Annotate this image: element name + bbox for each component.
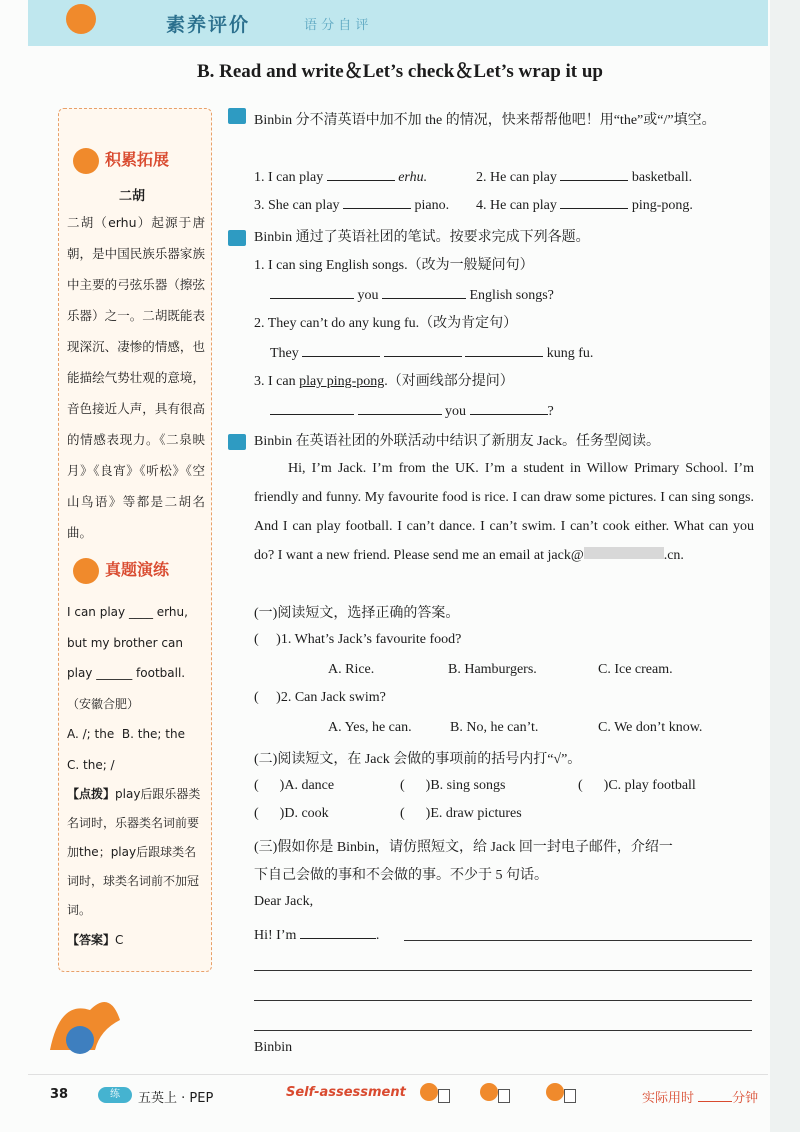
answer-blank[interactable] [384,342,462,357]
answer-blank[interactable] [382,284,466,299]
check-option-b: ( )B. sing songs [400,778,506,793]
header-subtitle: 语 分 自 评 [304,18,369,33]
quiz-source: （安徽合肥） [67,696,140,711]
mc2-option-b: B. No, he can’t. [450,720,539,735]
mc2-option-a: A. Yes, he can. [328,720,412,735]
question-marker-icon [228,230,246,246]
check-option-c: ( )C. play football [578,778,696,793]
answer-blank[interactable] [270,400,354,415]
answer-blank[interactable] [302,342,380,357]
sidebar-quiz [67,597,207,956]
quiz-line: I can play ____ erhu, [67,605,188,619]
quiz-line: play ______ football. [67,666,186,680]
badge-practice: 真题演练 [73,557,169,584]
page-footer [28,1074,768,1105]
letter-greeting: Dear Jack, [254,894,314,909]
answer-blank[interactable] [270,284,354,299]
mc2-question: ( )2. Can Jack swim? [254,690,386,705]
self-assessment-label: Self-assessment [286,1085,406,1100]
practice-pill: 练 [98,1087,132,1103]
page-number: 38 [50,1087,69,1102]
q3-instruction: Binbin 在英语社团的外联活动中结识了新朋友 Jack。任务型阅读。 [228,430,660,450]
part2-heading: (二)阅读短文，在 Jack 会做的事项前的括号内打“√”。 [254,752,582,767]
fox-icon [73,558,99,584]
mc2-option-c: C. We don’t know. [598,720,703,735]
question-marker-icon [228,434,246,450]
answer-blank[interactable] [560,194,628,209]
book-label: 五英上 · PEP [138,1091,214,1106]
q2-answer-2: They kung fu. [270,342,593,362]
question-marker-icon [228,108,246,124]
rating-2[interactable] [480,1083,506,1103]
page-edge [770,0,800,1132]
quiz-tip: 【点拨】play后跟乐器类名词时，乐器类名词前要加the；play后跟球类名词时，球类名词前不加冠词。 [67,787,201,917]
checkbox[interactable] [564,1089,576,1103]
answer-blank[interactable] [470,400,548,415]
section-title: B. Read and write＆Let’s check＆Let’s wrap it up [196,61,603,82]
checkbox[interactable] [438,1089,450,1103]
mc1-option-b: B. Hamburgers. [448,662,537,677]
rating-3[interactable] [546,1083,572,1103]
sidebar-heading: 二胡 [119,189,146,204]
check-option-e: ( )E. draw pictures [400,806,522,821]
letter-intro: Hi! I’m . [254,924,379,944]
writing-line[interactable] [254,970,752,971]
time-blank[interactable] [698,1087,732,1102]
part3-heading-1: (三)假如你是 Binbin，请仿照短文，给 Jack 回一封电子邮件，介绍一 [254,840,673,855]
q2-answer-3: you ? [270,400,554,420]
mc1-question: ( )1. What’s Jack’s favourite food? [254,632,462,647]
quiz-options: A. /; the B. the; the [67,727,185,741]
fox-mascot-icon [66,4,96,34]
checkbox[interactable] [498,1089,510,1103]
time-used: 实际用时 分钟 [642,1087,758,1106]
page-header [28,0,768,46]
badge-accumulate: 积累拓展 [73,147,169,174]
fox-face-icon [546,1083,564,1101]
reading-passage: Hi, I’m Jack. I’m from the UK. I’m a student in Willow Primary School. I’m friendly and funny. My favourite food is rice. I can draw some pictures. I can sing songs. And I can play football. I can’t dance. I can’t swim. I can’t cook either. What can you do? I want a new friend. Please send me an email at jack@ .cn. [254,461,754,563]
answer-blank[interactable] [343,194,411,209]
part3-heading-2: 下自己会做的事和不会做的事。不少于 5 句话。 [254,868,548,883]
rating-1[interactable] [420,1083,446,1103]
answer-blank[interactable] [358,400,442,415]
q2-instruction: Binbin 通过了英语社团的笔试。按要求完成下列各题。 [228,226,590,246]
writing-line[interactable] [404,940,752,941]
writing-line[interactable] [254,1030,752,1031]
quiz-option-c: C. the; / [67,757,115,772]
q2-sentence-2: 2. They can’t do any kung fu.（改为肯定句） [254,316,518,331]
q1-instruction: Binbin 分不清英语中加不加 the 的情况，快来帮帮他吧！用“the”或“/”填空。 [228,108,754,134]
writing-line[interactable] [254,1000,752,1001]
quiz-answer: 【答案】C [67,933,124,947]
q1-item-2: 2. He can play basketball. [476,166,692,186]
sidebar-box [58,108,212,972]
sidebar-text: 二胡（erhu）起源于唐朝，是中国民族乐器家族中主要的弓弦乐器（擦弦乐器）之一。二胡既能表现深沉、凄惨的情感，也能描绘气势壮观的意境，音色接近人声，具有很高的情感表现力。《二泉映月》《良宵》《听松》《空山鸟语》等都是二胡名曲。 [67,215,205,540]
fox-icon [73,148,99,174]
fox-face-icon [420,1083,438,1101]
part1-heading: (一)阅读短文，选择正确的答案。 [254,606,460,621]
mc1-option-a: A. Rice. [328,662,375,677]
q2-sentence-1: 1. I can sing English songs.（改为一般疑问句） [254,258,534,273]
q2-answer-1: you English songs? [270,284,554,304]
fox-face-icon [480,1083,498,1101]
redacted-email [584,547,664,559]
header-title: 素养评价 [166,14,251,36]
name-blank[interactable] [300,924,376,939]
quiz-line: but my brother can [67,635,183,650]
q1-item-1: 1. I can play erhu. [254,166,427,186]
check-option-d: ( )D. cook [254,806,329,821]
running-fox-illustration [40,980,130,1060]
mc1-option-c: C. Ice cream. [598,662,673,677]
letter-signature: Binbin [254,1040,293,1055]
answer-blank[interactable] [327,166,395,181]
q2-sentence-3: 3. I can play ping-pong.（对画线部分提问） [254,374,514,389]
check-option-a: ( )A. dance [254,778,335,793]
answer-blank[interactable] [560,166,628,181]
q1-item-3: 3. She can play piano. [254,194,449,214]
answer-blank[interactable] [465,342,543,357]
q1-item-4: 4. He can play ping-pong. [476,194,693,214]
